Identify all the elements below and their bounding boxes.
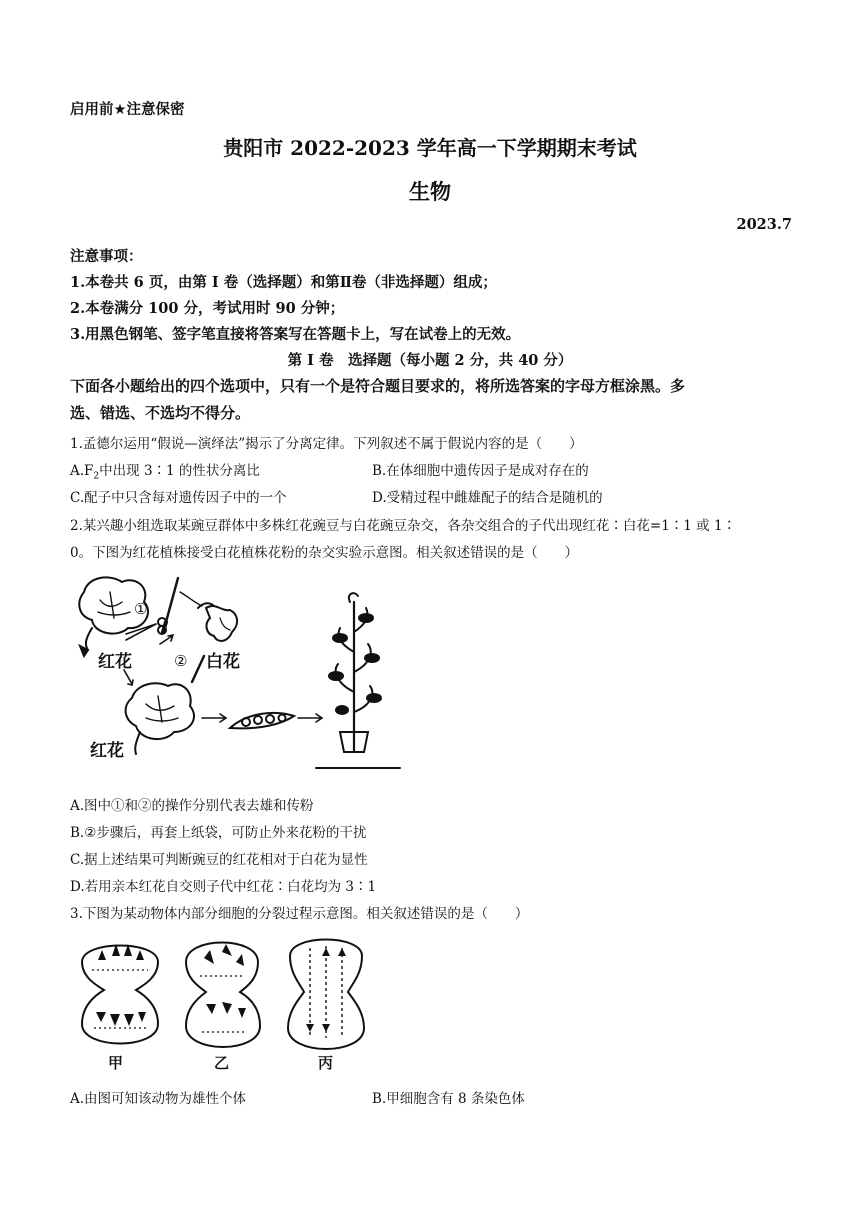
q2-option-c: C.据上述结果可判断豌豆的红花相对于白花为显性 [70,852,368,868]
pea-plant-icon [316,593,400,768]
q1-option-d: D.受精过程中雌雄配子的结合是随机的 [372,490,603,506]
q2-stem-line-1: 2.某兴趣小组选取某豌豆群体中多株红花豌豆与白花豌豆杂交，各杂交组合的子代出现红花∶白花=1∶1 或 1∶ [70,518,737,534]
q1-option-c: C.配子中只含每对遗传因子中的一个 [70,490,287,506]
label-step-2: ② [174,652,188,670]
section-instruction-line-2: 选、错选、不选均不得分。 [70,404,251,422]
note-item-1: 1.本卷共 6 页，由第 I 卷（选择题）和第Ⅱ卷（非选择题）组成； [70,274,497,291]
cell-division-figure [72,932,372,1072]
white-flower-icon [206,606,237,641]
exam-subject: 生物 [409,179,451,204]
label-red-flower-1: 红花 [98,652,132,672]
scissors-icon [126,624,156,640]
q2-option-d: D.若用亲本红花自交则子代中红花∶白花均为 3∶1 [70,879,377,895]
label-red-flower-2: 红花 [90,741,124,761]
label-cell-jia: 甲 [108,1054,124,1072]
cell-jia-icon [82,946,158,1044]
brush-icon [166,578,178,622]
notes-heading: 注意事项： [70,248,143,265]
exam-date: 2023.7 [736,216,792,233]
q3-stem: 3.下图为某动物体内部分细胞的分裂过程示意图。相关叙述错误的是（ ） [70,906,529,922]
q1-option-b: B.在体细胞中遗传因子是成对存在的 [372,463,589,479]
label-step-1: ① [134,600,148,618]
label-cell-bing: 丙 [318,1054,334,1072]
q1-stem: 1.孟德尔运用“假说—演绎法”揭示了分离定律。下列叙述不属于假说内容的是（ ） [70,436,583,452]
exam-title: 贵阳市 2022-2023 学年高一下学期期末考试 [223,136,637,160]
label-white-flower: 白花 [206,652,240,672]
q2-option-b: B.②步骤后，再套上纸袋，可防止外来花粉的干扰 [70,825,367,841]
q3-option-a: A.由图可知该动物为雄性个体 [70,1091,247,1107]
confidential-tag: 启用前★注意保密 [70,102,185,118]
section-instruction-line-1: 下面各小题给出的四个选项中，只有一个是符合题目要求的，将所选答案的字母方框涂黑。多 [70,377,686,395]
label-cell-yi: 乙 [214,1054,230,1072]
q2-stem-line-2: 0。下图为红花植株接受白花植株花粉的杂交实验示意图。相关叙述错误的是（ ） [70,545,579,561]
cell-yi-icon [186,943,260,1048]
q2-option-a: A.图中①和②的操作分别代表去雄和传粉 [70,798,314,814]
section-title: 第 I 卷 选择题（每小题 2 分，共 40 分） [287,352,573,369]
note-item-3: 3.用黑色钢笔、签字笔直接将答案写在答题卡上，写在试卷上的无效。 [70,326,521,343]
pea-hybridization-figure [70,572,430,782]
q1-option-a: $A.F_2$中出现 3∶1 的性状分离比 [70,463,260,482]
q3-option-b: B.甲细胞含有 8 条染色体 [372,1091,525,1107]
note-item-2: 2.本卷满分 100 分，考试用时 90 分钟； [70,300,345,317]
